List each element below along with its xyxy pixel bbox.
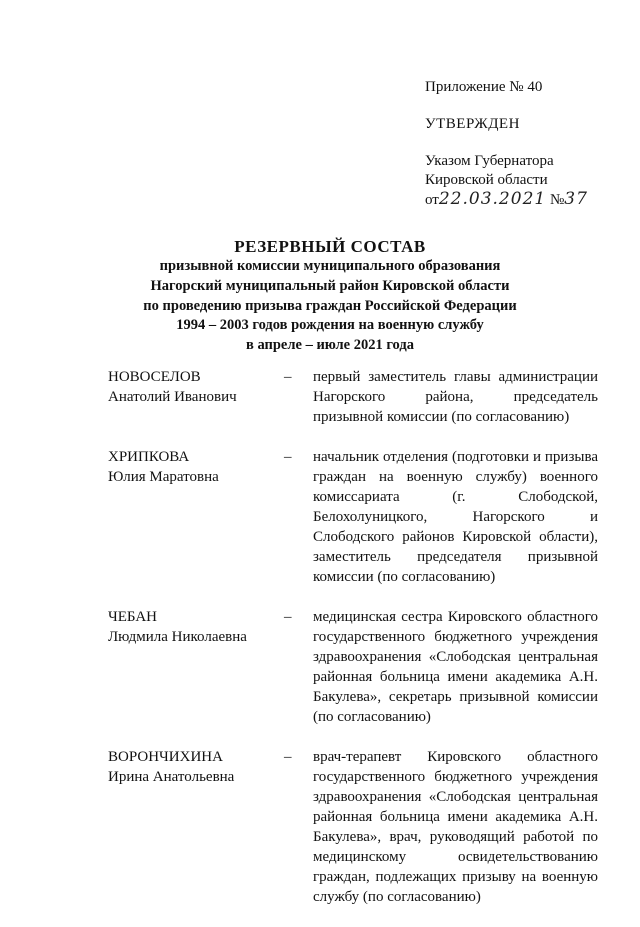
member-row [108, 367, 598, 427]
approved-label: УТВЕРЖДЕН [425, 116, 520, 132]
document-title [60, 237, 600, 356]
member-role: начальник отделения (подготовки и призыва граждан на военную службу) военного комиссариата (г. Слободской, Белохолуницкого, Нагорского и Слободского районов Кировской области), заместитель председателя призывной комиссии (по согласованию) [313, 449, 598, 585]
member-given-name: Анатолий Иванович [108, 389, 237, 405]
title-line: призывной комиссии муниципального образования [159, 258, 501, 274]
title-line: 1994 – 2003 годов рождения на военную службу [176, 317, 484, 334]
member-role: первый заместитель главы администрации Нагорского района, председатель призывной комиссии (по согласованию) [313, 369, 598, 425]
member-role: врач-терапевт Кировского областного государственного бюджетного учреждения здравоохранения «Слободская центральная районная больница имени академика А.Н. Бакулева», врач, руководящий работой по медицинскому освидетельствованию граждан, подлежащих призыву на военную службу (по согласованию) [313, 749, 598, 905]
approved-by-line-2: Кировской области [425, 172, 548, 188]
approved-by-line-1: Указом Губернатора [425, 153, 554, 169]
member-row [108, 607, 598, 727]
member-dash: – [284, 449, 292, 465]
member-role: медицинская сестра Кировского областного государственного бюджетного учреждения здравоохранения «Слободская центральная районная больница имени академика А.Н. Бакулева», секретарь призывной комиссии (по согласованию) [313, 609, 598, 725]
date-prefix: от [425, 192, 439, 208]
title-line: Нагорский муниципальный район Кировской области [150, 277, 510, 294]
approval-block [425, 78, 625, 210]
member-list [108, 367, 598, 927]
member-dash: – [284, 369, 292, 385]
member-surname: НОВОСЕЛОВ [108, 369, 201, 385]
decree-date-line [425, 190, 625, 210]
handwritten-number: 37 [564, 189, 588, 209]
title-line: по проведению призыва граждан Российской Федерации [143, 297, 517, 314]
member-person [108, 447, 284, 587]
member-row [108, 747, 598, 907]
member-dash: – [284, 609, 292, 625]
member-person [108, 747, 284, 907]
member-given-name: Ирина Анатольевна [108, 769, 235, 785]
member-person [108, 367, 284, 427]
member-surname: ЧЕБАН [108, 609, 157, 625]
member-surname: ВОРОНЧИХИНА [108, 749, 223, 765]
member-given-name: Юлия Маратовна [108, 469, 219, 485]
member-person [108, 607, 284, 727]
number-prefix: № [549, 192, 565, 208]
member-given-name: Людмила Николаевна [108, 629, 247, 645]
handwritten-date: 22.03.2021 [438, 189, 547, 209]
title-line: в апреле – июле 2021 года [246, 337, 414, 354]
title-main: РЕЗЕРВНЫЙ СОСТАВ [234, 237, 426, 256]
member-surname: ХРИПКОВА [108, 449, 190, 465]
member-row [108, 447, 598, 587]
member-dash: – [284, 749, 292, 765]
appendix-number: Приложение № 40 [425, 79, 543, 95]
